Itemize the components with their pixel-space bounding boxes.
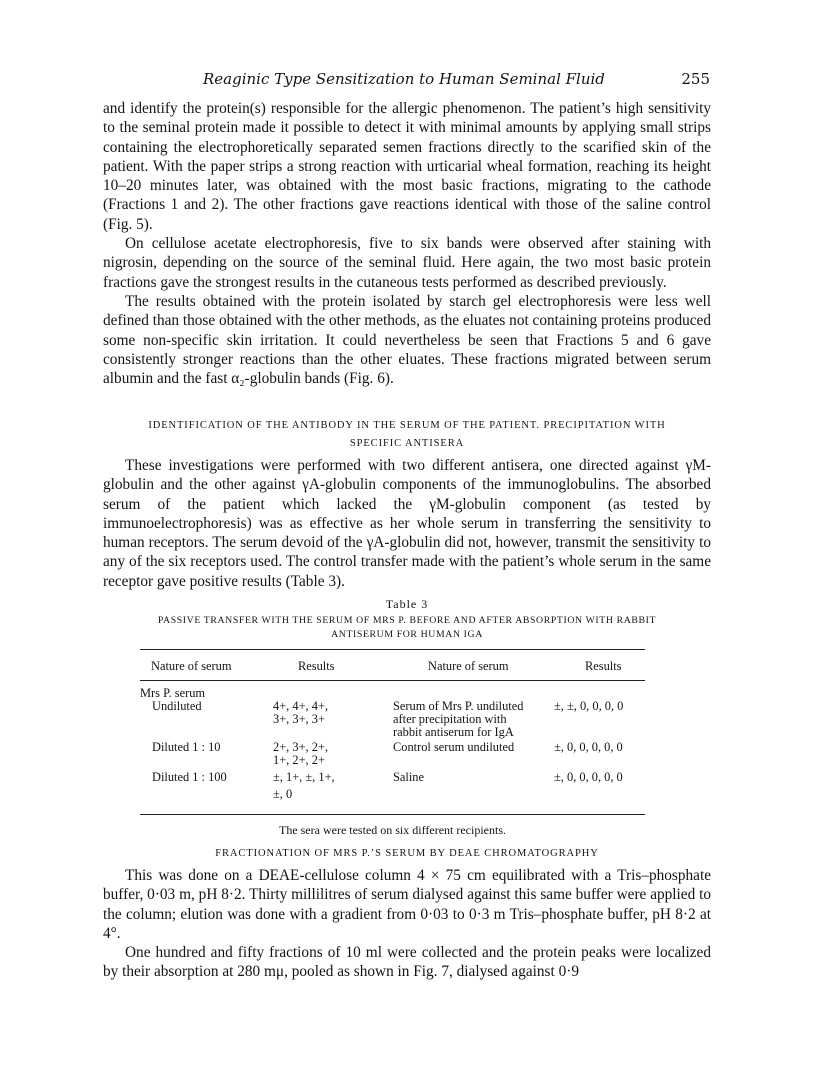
table-footnote: The sera were tested on six different recipients. xyxy=(278,823,507,837)
heading-line: SPECIFIC ANTISERA xyxy=(349,438,465,449)
table-cell-serum: Diluted 1 : 100 xyxy=(152,770,227,784)
page-number: 255 xyxy=(681,70,710,88)
paragraph: One hundred and fifty fractions of 10 ml were collected and the protein peaks were localized by their absorption at 280 mμ, pooled as shown in Fig. 7, dialysed against 0·9 xyxy=(103,944,711,981)
table-cell-serum: Serum of Mrs P. undiluted xyxy=(393,699,524,713)
table-cell-result: 1+, 2+, 2+ xyxy=(273,753,325,767)
table-cell-result: 2+, 3+, 2+, xyxy=(273,740,329,754)
running-title: Reaginic Type Sensitization to Human Seminal Fluid xyxy=(203,70,605,88)
paragraph: and identify the protein(s) responsible for the allergic phenomenon. The patient’s high sensitivity to the seminal protein made it possible to detect it with minimal amounts by applying small strips containing the electrophoretically separated semen fractions directly to the scarified skin of the patient. With the paper strips a strong reaction with urticarial wheal formation, reaching its height 10–20 minutes later, was obtained with the most basic fractions, migrating to the cathode (Fractions 1 and 2). The other fractions gave reactions identical with those of the saline control (Fig. 5). xyxy=(103,100,711,233)
table-caption xyxy=(120,614,694,642)
table-cell-result: ±, 0, 0, 0, 0, 0 xyxy=(554,740,623,754)
antibody-section xyxy=(103,456,711,591)
table-header-cell: Nature of serum xyxy=(151,659,232,673)
paragraph: These investigations were performed with two different antisera, one directed against γM-globulin and the other against γA-globulin components of the immunoglobulins. The absorbed serum of the patient which lacked the γM-globulin component (as tested by immunoelectrophoresis) was as effective as her whole serum in transferring the sensitivity to human receptors. The serum devoid of the γA-globulin did not, however, transmit the sensitivity to any of the six receptors used. The control transfer made with the patient’s whole serum in the same receptor gave positive results (Table 3). xyxy=(103,457,711,590)
caption-line: PASSIVE TRANSFER WITH THE SERUM OF MRS P. BEFORE AND AFTER ABSORPTION WITH RABBIT xyxy=(157,615,657,626)
section-heading-antibody xyxy=(103,417,711,453)
table-cell-result: ±, 0, 0, 0, 0, 0 xyxy=(554,770,623,784)
deae-section xyxy=(103,866,711,982)
table-header-cell: Results xyxy=(585,659,622,673)
table-header-cell: Nature of serum xyxy=(428,659,509,673)
running-header xyxy=(103,70,710,90)
table-cell-serum: Diluted 1 : 10 xyxy=(152,740,221,754)
table-cell-result: 3+, 3+, 3+ xyxy=(273,712,325,726)
paragraph: This was done on a DEAE-cellulose column 4 × 75 cm equilibrated with a Tris–phosphate buffer, 0·03 m, pH 8·2. Thirty millilitres of serum dialysed against this same buffer were applied to the column; elution was done with a gradient from 0·03 to 0·3 m Tris–phosphate buffer, pH 8·2 at 4°. xyxy=(103,867,711,942)
table-header-rule xyxy=(140,680,645,681)
table-header-cell: Results xyxy=(298,659,335,673)
table-top-rule xyxy=(140,649,645,650)
paragraph: The results obtained with the protein isolated by starch gel electrophoresis were less well defined than those obtained with the other methods, as the eluates not containing proteins produced some non-specific skin irritation. It could nevertheless be seen that Fractions 5 and 6 gave consistently stronger reactions than the other eluates. These fractions migrated between serum albumin and the fast α₂-globulin bands (Fig. 6). xyxy=(103,292,711,388)
table-cell-result: ±, 0 xyxy=(273,787,293,801)
heading-line: IDENTIFICATION OF THE ANTIBODY IN THE SERUM OF THE PATIENT. PRECIPITATION WITH xyxy=(148,420,666,431)
table-cell-result: 4+, 4+, 4+, xyxy=(273,699,329,713)
table-cell-serum: Control serum undiluted xyxy=(393,740,515,754)
table-cell-serum: rabbit antiserum for IgA xyxy=(393,725,514,739)
table-group-label: Mrs P. serum xyxy=(140,686,206,700)
table-cell-serum: after precipitation with xyxy=(393,712,507,726)
table-label: Table 3 xyxy=(385,597,429,611)
table-cell-serum: Saline xyxy=(393,770,424,784)
caption-line: ANTISERUM FOR HUMAN IGA xyxy=(331,629,483,640)
table-cell-result: ±, 1+, ±, 1+, xyxy=(273,770,335,784)
table-bottom-rule xyxy=(140,814,645,815)
table-cell-serum: Undiluted xyxy=(152,699,202,713)
section-heading-deae: FRACTIONATION OF MRS P.’S SERUM BY DEAE CHROMATOGRAPHY xyxy=(215,848,599,859)
table-cell-result: ±, ±, 0, 0, 0, 0 xyxy=(554,699,624,713)
intro-section xyxy=(103,99,711,388)
paragraph: On cellulose acetate electrophoresis, five to six bands were observed after staining with nigrosin, depending on the source of the seminal fluid. Here again, the two most basic protein fractions gave the strongest results in the cutaneous tests performed as described previously. xyxy=(103,235,711,291)
